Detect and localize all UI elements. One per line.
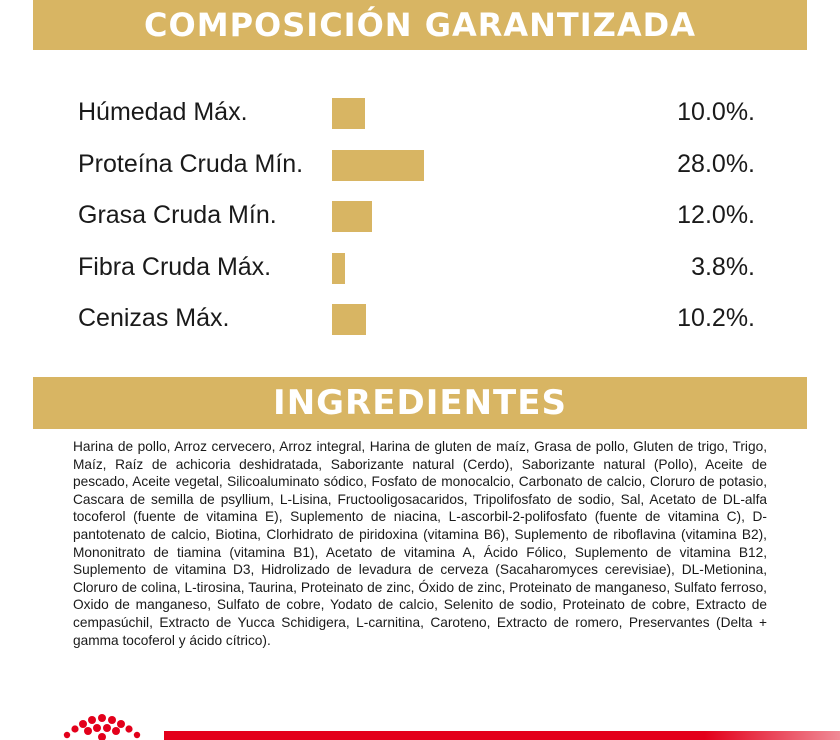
row-label: Grasa Cruda Mín. — [78, 201, 277, 229]
row-value: 28.0%. — [677, 149, 755, 178]
composition-row-fibra — [78, 247, 758, 299]
footer-brand-strip — [164, 731, 840, 740]
composition-table — [78, 92, 758, 350]
row-value: 10.2%. — [677, 304, 755, 332]
row-value: 12.0%. — [677, 201, 755, 229]
composition-row-proteina — [78, 144, 758, 196]
row-value: 3.8%. — [691, 252, 755, 281]
crown-dots-icon — [56, 710, 148, 740]
row-label: Húmedad Máx. — [78, 98, 248, 126]
composition-title-banner — [33, 0, 807, 50]
row-label: Fibra Cruda Máx. — [78, 252, 272, 281]
ingredients-text: Harina de pollo, Arroz cervecero, Arroz integral, Harina de gluten de maíz, Grasa de pollo, Gluten de trigo, Trigo, Maíz, Raíz de achicoria deshidratada, Saborizante natural (Cerdo), Saborizante natural (Pollo), Aceite de pescado, Aceite vegetal, Silicoaluminato sódico, Fosfato de monocalcio, Carbonato de calcio, Cloruro de potasio, Cascara de semilla de psyllium, L-Lisina, Fructooligosacaridos, Tripolifosfato de sodio, Sal, Acetato de DL-alfa tocoferol (fuente de vitamina E), Suplemento de niacina, L-ascorbil-2-polifosfato (fuente de vitamina C), D-pantotenato de calcio, Biotina, Clorhidrato de piridoxina (vitamina B6), Suplemento de riboflavina (vitamina B2), Mononitrato de tiamina (vitamina B1), Acetato de vitamina A, Ácido Fólico, Suplemento de vitamina B12, Suplemento de vitamina D3, Hidrolizado de levadura de cerveza (Sacaharomyces cerevisiae), DL-Metionina, Cloruro de colina, L-tirosina, Taurina, Proteinato de zinc, Óxido de zinc, Proteinato de manganeso, Sulfato ferroso, Oxido de manganeso, Sulfato de cobre, Yodato de calcio, Selenito de sodio, Proteinato de cobre, Extracto de cempasúchil, Extracto de Yucca Schidigera, L-carnitina, Caroteno, Extracto de romero, Preservantes (Delta + gamma tocoferol y ácido cítrico). — [73, 439, 767, 648]
composition-row-cenizas — [78, 298, 758, 350]
row-value: 10.0%. — [677, 98, 755, 126]
row-bar — [332, 98, 365, 129]
ingredients-title: INGREDIENTES — [273, 383, 567, 423]
composition-row-grasa — [78, 195, 758, 247]
row-bar — [332, 253, 345, 284]
composition-title: COMPOSICIÓN GARANTIZADA — [144, 6, 696, 44]
ingredients-title-banner — [33, 377, 807, 429]
row-bar — [332, 304, 366, 335]
row-bar — [332, 150, 424, 181]
composition-row-humedad — [78, 92, 758, 144]
row-bar — [332, 201, 372, 232]
row-label: Cenizas Máx. — [78, 304, 230, 332]
row-label: Proteína Cruda Mín. — [78, 149, 304, 178]
